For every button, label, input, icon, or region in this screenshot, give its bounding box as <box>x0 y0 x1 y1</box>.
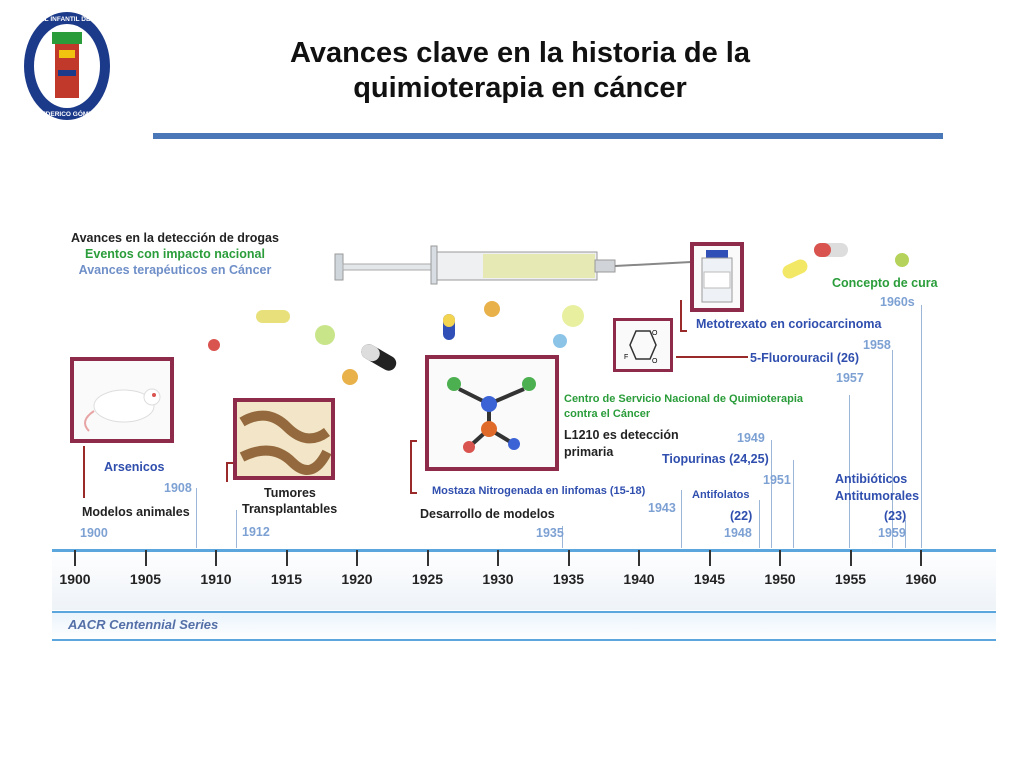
tiopurinas-label: Tiopurinas (24,25) <box>662 452 769 466</box>
timeline-year-label: 1905 <box>129 571 162 587</box>
arsenicos-label: Arsenicos <box>104 460 165 474</box>
tumores-label: Tumores <box>264 486 316 500</box>
hospital-logo <box>16 10 118 122</box>
title-line-1: Avances clave en la historia de la <box>290 37 750 69</box>
svg-text:F: F <box>624 354 629 361</box>
year-1943-label: 1943 <box>648 501 676 515</box>
timeline-year-label: 1930 <box>482 571 514 587</box>
leader-1948 <box>759 500 760 550</box>
page-title <box>230 36 810 106</box>
timeline-tick <box>497 550 499 566</box>
timeline-year-label: 1935 <box>552 571 585 587</box>
timeline-year-label: 1915 <box>270 571 303 587</box>
year-1908-label: 1908 <box>164 481 192 495</box>
centro-line1-label: Centro de Servicio Nacional de Quimioterapia <box>564 393 804 405</box>
timeline-tick <box>779 550 781 566</box>
ref-22-label: (22) <box>730 509 753 523</box>
connector-fluorouracil <box>676 356 748 358</box>
desarrollo-modelos-label: Desarrollo de modelos <box>420 507 555 521</box>
tumor-tissue-image <box>233 398 335 480</box>
legend-national: Eventos con impacto nacional <box>85 247 265 261</box>
timeline-axis <box>52 549 996 552</box>
svg-text:HOSPITAL INFANTIL DE MÉXICO: HOSPITAL INFANTIL DE MÉXICO <box>16 16 118 23</box>
transplantables-label: Transplantables <box>242 502 338 516</box>
centro-line2-label: contra el Cáncer <box>564 408 651 420</box>
timeline-year-label: 1945 <box>693 571 726 587</box>
title-underline <box>153 133 943 139</box>
legend-therapeutic: Avances terapéuticos en Cáncer <box>78 263 272 277</box>
svg-text:O: O <box>652 358 658 365</box>
year-1912-label: 1912 <box>242 525 270 539</box>
timeline-year-label: 1900 <box>59 571 91 587</box>
timeline-tick <box>638 550 640 566</box>
timeline-year-label: 1940 <box>623 571 655 587</box>
aztec-figure-icon <box>55 40 79 98</box>
year-1948-label: 1948 <box>724 526 752 540</box>
timeline-tick <box>74 550 76 566</box>
modelos-animales-label: Modelos animales <box>82 505 190 519</box>
l1210-line2-label: primaria <box>564 445 614 459</box>
connector-1900 <box>83 446 90 498</box>
leader-1912 <box>236 510 237 550</box>
year-1960s-label: 1960s <box>880 295 915 309</box>
ref-23-label: (23) <box>884 509 907 523</box>
antibioticos-label: Antibióticos <box>835 472 908 486</box>
timeline-year-label: 1920 <box>341 571 373 587</box>
year-1949-label: 1949 <box>737 431 765 445</box>
year-1935-label: 1935 <box>536 526 564 540</box>
timeline-tick <box>850 550 852 566</box>
timeline-year-label: 1950 <box>764 571 796 587</box>
legend-detection: Avances en la detección de drogas <box>71 231 279 245</box>
leader-1960s <box>921 305 922 550</box>
timeline-tick <box>920 550 922 566</box>
timeline-tick <box>356 550 358 566</box>
timeline-year-label: 1925 <box>411 571 444 587</box>
lab-mouse-image <box>70 357 174 443</box>
timeline-year-label: 1960 <box>905 571 937 587</box>
connector-1912 <box>226 462 233 482</box>
concepto-cura-label: Concepto de cura <box>832 276 938 290</box>
leader-1951 <box>793 460 794 550</box>
title-line-2: quimioterapia en cáncer <box>353 71 687 104</box>
leader-1908 <box>196 488 197 550</box>
timeline-tick <box>145 550 147 566</box>
timeline-tick <box>215 550 217 566</box>
drug-vial-image <box>690 242 744 312</box>
metotrexato-label: Metotrexato en coriocarcinoma <box>696 317 882 331</box>
mostaza-label: Mostaza Nitrogenada en linfomas (15-18) <box>432 485 646 497</box>
year-1958-label: 1958 <box>863 338 891 352</box>
syringe-icon <box>333 240 693 285</box>
svg-text:O: O <box>652 330 658 337</box>
molecule-icon <box>429 359 555 467</box>
svg-text:FEDERICO GÓMEZ: FEDERICO GÓMEZ <box>37 111 97 118</box>
connector-metotrexato <box>680 300 687 332</box>
timeline-tick <box>427 550 429 566</box>
antitumorales-label: Antitumorales <box>835 489 920 503</box>
legend <box>60 230 290 278</box>
year-1951-label: 1951 <box>763 473 791 487</box>
series-label: AACR Centennial Series <box>68 617 219 632</box>
year-1959-label: 1959 <box>878 526 906 540</box>
timeline-tick <box>568 550 570 566</box>
leader-1943 <box>681 490 682 550</box>
timeline-year-label: 1910 <box>200 571 232 587</box>
timeline-year-label: 1955 <box>834 571 867 587</box>
year-1900-label: 1900 <box>80 526 108 540</box>
fluorouracil-structure-image <box>613 318 673 372</box>
l1210-line1-label: L1210 es detección <box>564 428 679 442</box>
vial-icon <box>694 246 740 308</box>
timeline-tick <box>709 550 711 566</box>
timeline-tick <box>286 550 288 566</box>
molecule-image <box>425 355 559 471</box>
mouse-icon <box>74 361 170 439</box>
connector-1935 <box>410 440 417 494</box>
chemical-structure-icon <box>616 321 670 369</box>
antifolatos-label: Antifolatos <box>692 489 750 501</box>
year-1957-label: 1957 <box>836 371 864 385</box>
fluorouracil-label: 5-Fluorouracil (26) <box>750 351 860 365</box>
leader-1949 <box>771 440 772 550</box>
